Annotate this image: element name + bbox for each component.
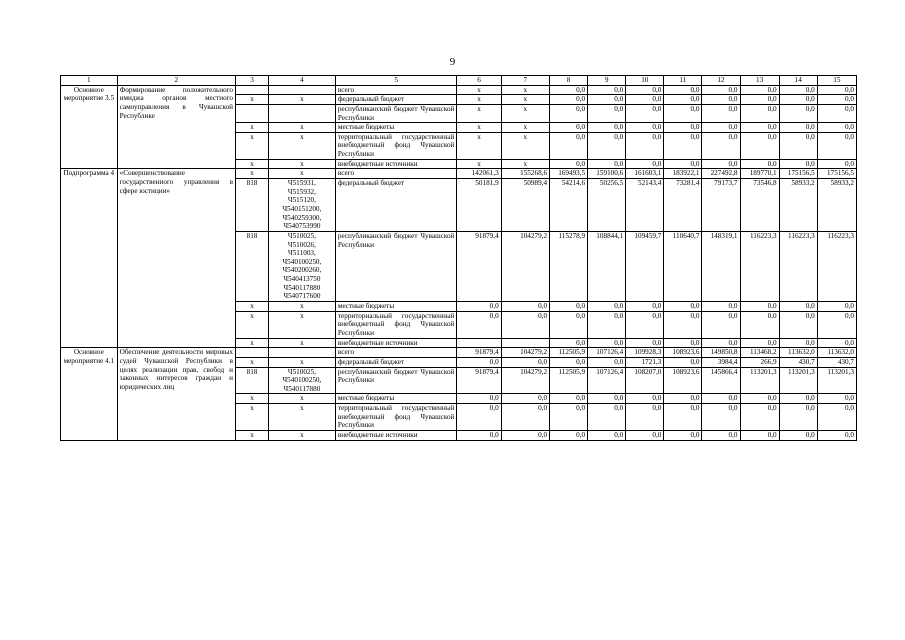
value-cell: 0,0	[702, 394, 740, 404]
value-cell: 0,0	[626, 132, 664, 159]
gr-code: x	[236, 302, 269, 312]
value-cell: 0,0	[501, 394, 549, 404]
value-cell: 175156,5	[779, 169, 817, 179]
value-cell: 0,0	[457, 311, 501, 338]
value-cell: 0,0	[588, 357, 626, 367]
value-cell: 0,0	[626, 430, 664, 440]
value-cell: 0,0	[550, 85, 588, 95]
value-cell: 0,0	[550, 394, 588, 404]
cs-code: Ч540117880	[283, 283, 321, 292]
value-cell: 0,0	[550, 132, 588, 159]
value-cell: 0,0	[817, 132, 856, 159]
value-cell: 0,0	[588, 159, 626, 169]
cs-codes	[268, 367, 335, 394]
value-cell: 0,0	[550, 430, 588, 440]
header-cell: 15	[817, 76, 856, 86]
value-cell: 0,0	[626, 311, 664, 338]
value-cell: x	[457, 132, 501, 159]
header-cell: 6	[457, 76, 501, 86]
value-cell: 183922,1	[664, 169, 702, 179]
value-cell: 0,0	[626, 95, 664, 105]
value-cell: 0,0	[779, 104, 817, 122]
value-cell: 107126,4	[588, 348, 626, 358]
value-cell: x	[501, 85, 549, 95]
funding-source: федеральный бюджет	[335, 95, 457, 105]
cs-code: Ч540151200,	[282, 204, 322, 213]
value-cell: 0,0	[457, 394, 501, 404]
funding-source: республиканский бюджет Чувашской Республики	[335, 231, 457, 301]
value-cell: 0,0	[817, 95, 856, 105]
value-cell: 113201,3	[817, 367, 856, 394]
value-cell: 0,0	[550, 123, 588, 133]
value-cell: 0,0	[550, 159, 588, 169]
cs-codes	[268, 169, 335, 179]
header-cell: 8	[550, 76, 588, 86]
cs-code: Ч540117880	[283, 384, 321, 393]
value-cell: x	[501, 104, 549, 122]
value-cell: 0,0	[702, 104, 740, 122]
value-cell: 430,7	[817, 357, 856, 367]
cs-code: x	[300, 394, 304, 403]
gr-code	[236, 104, 269, 122]
value-cell: 266,9	[740, 357, 779, 367]
value-cell: 0,0	[588, 394, 626, 404]
value-cell: x	[457, 95, 501, 105]
value-cell: 0,0	[779, 132, 817, 159]
value-cell: 227492,8	[702, 169, 740, 179]
value-cell: 0,0	[702, 85, 740, 95]
gr-code: x	[236, 394, 269, 404]
cs-code: x	[300, 404, 304, 413]
value-cell: 0,0	[588, 104, 626, 122]
value-cell: 108844,1	[588, 231, 626, 301]
cs-code: Ч540100250,	[282, 257, 322, 266]
value-cell: 0,0	[664, 104, 702, 122]
value-cell: 0,0	[779, 394, 817, 404]
gr-code: x	[236, 357, 269, 367]
gr-code: x	[236, 95, 269, 105]
cs-code: Ч510025,	[287, 367, 316, 376]
value-cell: 104279,2	[501, 231, 549, 301]
value-cell: 116223,3	[817, 231, 856, 301]
value-cell: 1721,3	[626, 357, 664, 367]
block-description: Формирование положительного имиджа органов местного самоуправления в Чувашской Республике	[117, 85, 235, 169]
value-cell: 113201,3	[740, 367, 779, 394]
funding-source: республиканский бюджет Чувашской Республики	[335, 367, 457, 394]
value-cell: 0,0	[626, 159, 664, 169]
header-cell: 12	[702, 76, 740, 86]
value-cell: x	[457, 104, 501, 122]
value-cell: 0,0	[588, 404, 626, 431]
value-cell: 0,0	[664, 311, 702, 338]
cs-codes	[268, 132, 335, 159]
value-cell: 0,0	[817, 302, 856, 312]
cs-code: Ч540259300,	[282, 213, 322, 222]
cs-codes	[268, 404, 335, 431]
gr-code: x	[236, 311, 269, 338]
cs-codes	[268, 95, 335, 105]
funding-source: территориальный государственный внебюджетный фонд Чувашской Республики	[335, 132, 457, 159]
value-cell: 0,0	[817, 404, 856, 431]
value-cell: 0,0	[817, 338, 856, 348]
cs-codes	[268, 104, 335, 122]
value-cell	[457, 338, 501, 348]
value-cell: 115278,9	[550, 231, 588, 301]
funding-source: местные бюджеты	[335, 394, 457, 404]
cs-code: Ч540200260,	[282, 266, 322, 275]
value-cell: 0,0	[664, 159, 702, 169]
value-cell: 0,0	[664, 85, 702, 95]
value-cell: 0,0	[588, 338, 626, 348]
funding-source: федеральный бюджет	[335, 179, 457, 232]
value-cell: 107126,4	[588, 367, 626, 394]
value-cell: 0,0	[817, 311, 856, 338]
value-cell: 0,0	[740, 123, 779, 133]
value-cell: 148319,1	[702, 231, 740, 301]
funding-source: местные бюджеты	[335, 123, 457, 133]
cs-code: x	[300, 123, 304, 132]
value-cell: 0,0	[550, 95, 588, 105]
cs-codes	[268, 430, 335, 440]
value-cell: 189770,1	[740, 169, 779, 179]
cs-code: x	[300, 430, 304, 439]
value-cell: 0,0	[740, 159, 779, 169]
block-label: Основное мероприятие 3.5	[61, 85, 118, 169]
cs-code: Ч515932,	[287, 187, 316, 196]
value-cell: 58933,2	[779, 179, 817, 232]
value-cell: 0,0	[588, 302, 626, 312]
value-cell: 116223,3	[779, 231, 817, 301]
value-cell: 0,0	[550, 104, 588, 122]
cs-code: x	[300, 357, 304, 366]
gr-code: 818	[236, 231, 269, 301]
value-cell: x	[501, 123, 549, 133]
value-cell: 0,0	[702, 404, 740, 431]
value-cell: 0,0	[740, 404, 779, 431]
value-cell: 0,0	[702, 302, 740, 312]
value-cell: 0,0	[664, 357, 702, 367]
table-row	[61, 85, 857, 95]
value-cell: 0,0	[550, 404, 588, 431]
cs-codes	[268, 338, 335, 348]
value-cell: 0,0	[550, 338, 588, 348]
value-cell: 0,0	[664, 338, 702, 348]
value-cell: 108923,6	[664, 367, 702, 394]
value-cell: 0,0	[588, 132, 626, 159]
value-cell: 50181,9	[457, 179, 501, 232]
value-cell: 0,0	[779, 311, 817, 338]
gr-code: 818	[236, 367, 269, 394]
cs-codes	[268, 123, 335, 133]
value-cell: 0,0	[550, 311, 588, 338]
value-cell: 0,0	[626, 85, 664, 95]
value-cell: 0,0	[740, 104, 779, 122]
value-cell: 0,0	[588, 123, 626, 133]
cs-code: Ч515931,	[287, 179, 316, 188]
value-cell: 0,0	[501, 357, 549, 367]
cs-code: Ч540717600	[283, 292, 321, 301]
value-cell: 73281,4	[664, 179, 702, 232]
value-cell: 0,0	[779, 338, 817, 348]
value-cell: 145866,4	[702, 367, 740, 394]
header-cell: 4	[268, 76, 335, 86]
value-cell	[501, 338, 549, 348]
value-cell: 0,0	[817, 85, 856, 95]
funding-source: местные бюджеты	[335, 302, 457, 312]
value-cell: 0,0	[664, 430, 702, 440]
value-cell: 0,0	[779, 430, 817, 440]
value-cell: 0,0	[664, 394, 702, 404]
gr-code: x	[236, 338, 269, 348]
gr-code: x	[236, 169, 269, 179]
value-cell: x	[457, 85, 501, 95]
value-cell: 50989,4	[501, 179, 549, 232]
value-cell: 0,0	[740, 311, 779, 338]
header-cell: 3	[236, 76, 269, 86]
value-cell: 0,0	[779, 123, 817, 133]
cs-codes	[268, 179, 335, 232]
value-cell: 73546,8	[740, 179, 779, 232]
cs-code: Ч510026,	[287, 240, 316, 249]
cs-codes	[268, 394, 335, 404]
value-cell: x	[501, 159, 549, 169]
value-cell: 0,0	[626, 394, 664, 404]
value-cell: 113201,3	[779, 367, 817, 394]
block-description: «Совершенствование государственного управления в сфере юстиции»	[117, 169, 235, 348]
header-cell: 10	[626, 76, 664, 86]
value-cell: 0,0	[626, 404, 664, 431]
value-cell: 0,0	[702, 132, 740, 159]
cs-codes	[268, 85, 335, 95]
value-cell: 0,0	[740, 302, 779, 312]
value-cell: 91879,4	[457, 367, 501, 394]
value-cell: 0,0	[740, 338, 779, 348]
value-cell: 0,0	[626, 338, 664, 348]
funding-source: территориальный государственный внебюджетный фонд Чувашской Республики	[335, 311, 457, 338]
value-cell: 91879,4	[457, 231, 501, 301]
value-cell: 155268,6	[501, 169, 549, 179]
value-cell: 108207,0	[626, 367, 664, 394]
gr-code: x	[236, 123, 269, 133]
table-row	[61, 348, 857, 358]
value-cell: 149850,8	[702, 348, 740, 358]
value-cell: 109459,7	[626, 231, 664, 301]
block-description: Обеспечение деятельности мировых судей Чувашской Республики в целях реализации прав, свобод и законных интересов граждан и юридических лиц	[117, 348, 235, 440]
value-cell: 0,0	[817, 159, 856, 169]
value-cell: 430,7	[779, 357, 817, 367]
value-cell: 0,0	[501, 302, 549, 312]
value-cell: 0,0	[779, 404, 817, 431]
block-label: Подпрограмма 4	[61, 169, 118, 348]
value-cell: 0,0	[779, 159, 817, 169]
value-cell: 0,0	[779, 95, 817, 105]
funding-source: территориальный государственный внебюджетный фонд Чувашской Республики	[335, 404, 457, 431]
header-cell: 7	[501, 76, 549, 86]
header-row	[61, 76, 857, 86]
cs-code: Ч540100250,	[282, 376, 322, 385]
header-cell: 1	[61, 76, 118, 86]
funding-source: федеральный бюджет	[335, 357, 457, 367]
value-cell: 0,0	[664, 404, 702, 431]
table-row	[61, 169, 857, 179]
value-cell: x	[457, 159, 501, 169]
value-cell: 0,0	[664, 95, 702, 105]
gr-code: 818	[236, 179, 269, 232]
cs-code: x	[300, 302, 304, 311]
value-cell: 0,0	[817, 394, 856, 404]
value-cell: 161603,1	[626, 169, 664, 179]
value-cell: 0,0	[740, 85, 779, 95]
value-cell: 50256,5	[588, 179, 626, 232]
value-cell: 52143,4	[626, 179, 664, 232]
cs-codes	[268, 159, 335, 169]
value-cell: 0,0	[588, 95, 626, 105]
value-cell: 0,0	[457, 302, 501, 312]
value-cell: 0,0	[817, 104, 856, 122]
value-cell: 159100,6	[588, 169, 626, 179]
value-cell: 0,0	[702, 95, 740, 105]
value-cell: 0,0	[626, 123, 664, 133]
value-cell: 112505,9	[550, 367, 588, 394]
gr-code: x	[236, 132, 269, 159]
cs-codes	[268, 311, 335, 338]
value-cell: 0,0	[740, 430, 779, 440]
cs-codes	[268, 231, 335, 301]
funding-source: внебюджетные источники	[335, 430, 457, 440]
cs-codes	[268, 302, 335, 312]
value-cell: x	[501, 132, 549, 159]
value-cell: 0,0	[702, 338, 740, 348]
cs-code: x	[300, 132, 304, 141]
block-label: Основное мероприятие 4.1	[61, 348, 118, 440]
value-cell: 109928,3	[626, 348, 664, 358]
header-cell: 13	[740, 76, 779, 86]
value-cell: 91879,4	[457, 348, 501, 358]
cs-code: Ч510025,	[287, 231, 316, 240]
header-cell: 2	[117, 76, 235, 86]
value-cell: 0,0	[817, 430, 856, 440]
gr-code: x	[236, 404, 269, 431]
value-cell: 112505,9	[550, 348, 588, 358]
header-cell: 11	[664, 76, 702, 86]
gr-code	[236, 348, 269, 358]
value-cell: 116223,3	[740, 231, 779, 301]
value-cell: 142061,3	[457, 169, 501, 179]
value-cell: 113468,2	[740, 348, 779, 358]
cs-codes	[268, 348, 335, 358]
value-cell: 0,0	[740, 95, 779, 105]
value-cell: 0,0	[817, 123, 856, 133]
value-cell: 110640,7	[664, 231, 702, 301]
gr-code	[236, 85, 269, 95]
value-cell: 104279,2	[501, 367, 549, 394]
gr-code: x	[236, 430, 269, 440]
header-cell: 9	[588, 76, 626, 86]
header-cell: 14	[779, 76, 817, 86]
value-cell: 0,0	[702, 123, 740, 133]
value-cell: 0,0	[588, 311, 626, 338]
value-cell: 0,0	[702, 311, 740, 338]
cs-code: Ч540413750	[283, 275, 321, 284]
value-cell: 108923,6	[664, 348, 702, 358]
funding-source: всего	[335, 169, 457, 179]
cs-codes	[268, 357, 335, 367]
value-cell: 0,0	[779, 302, 817, 312]
cs-code: x	[300, 95, 304, 104]
value-cell: 175156,5	[817, 169, 856, 179]
value-cell: 0,0	[702, 430, 740, 440]
value-cell: 0,0	[779, 85, 817, 95]
funding-source: внебюджетные источники	[335, 159, 457, 169]
value-cell: 58933,2	[817, 179, 856, 232]
value-cell: 0,0	[501, 311, 549, 338]
funding-table	[60, 75, 857, 441]
value-cell: 0,0	[457, 357, 501, 367]
cs-code: x	[300, 159, 304, 168]
funding-source: республиканский бюджет Чувашской Республики	[335, 104, 457, 122]
value-cell: x	[457, 123, 501, 133]
header-cell: 5	[335, 76, 457, 86]
value-cell: 104279,2	[501, 348, 549, 358]
table-body	[61, 76, 857, 441]
value-cell: 169493,5	[550, 169, 588, 179]
value-cell: 0,0	[664, 123, 702, 133]
value-cell: 0,0	[626, 104, 664, 122]
value-cell: 0,0	[457, 430, 501, 440]
value-cell: 3984,4	[702, 357, 740, 367]
value-cell: 0,0	[550, 357, 588, 367]
gr-code: x	[236, 159, 269, 169]
funding-source: внебюджетные источники	[335, 338, 457, 348]
value-cell: 0,0	[588, 430, 626, 440]
cs-code: Ч540753990	[283, 222, 321, 231]
cs-code: Ч511003,	[288, 249, 316, 258]
value-cell: 0,0	[588, 85, 626, 95]
cs-code: x	[300, 311, 304, 320]
value-cell: 0,0	[501, 404, 549, 431]
value-cell: 113632,0	[817, 348, 856, 358]
value-cell: 0,0	[664, 132, 702, 159]
value-cell: 113632,0	[779, 348, 817, 358]
value-cell: 0,0	[664, 302, 702, 312]
funding-source: всего	[335, 348, 457, 358]
cs-code: x	[300, 169, 304, 178]
value-cell: 79173,7	[702, 179, 740, 232]
value-cell: 0,0	[457, 404, 501, 431]
cs-code: Ч515120,	[287, 196, 316, 205]
value-cell: x	[501, 95, 549, 105]
value-cell: 0,0	[550, 302, 588, 312]
page-number: 9	[449, 56, 456, 68]
cs-code: x	[300, 338, 304, 347]
value-cell: 0,0	[740, 132, 779, 159]
value-cell: 0,0	[740, 394, 779, 404]
funding-source: всего	[335, 85, 457, 95]
value-cell: 54214,6	[550, 179, 588, 232]
value-cell: 0,0	[702, 159, 740, 169]
value-cell: 0,0	[501, 430, 549, 440]
value-cell: 0,0	[626, 302, 664, 312]
